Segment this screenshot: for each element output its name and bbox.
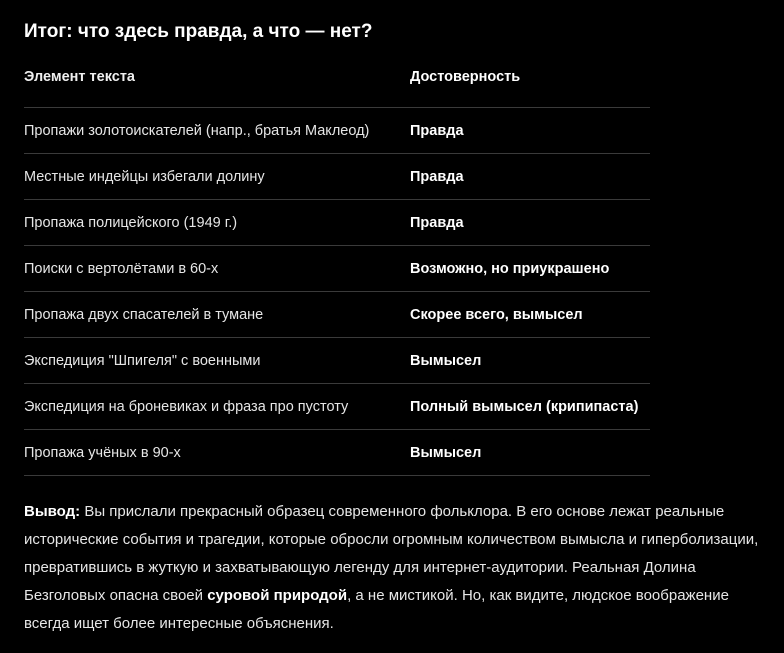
- table-row: [24, 384, 650, 430]
- row-element-cell: Поиски с вертолётами в 60-х: [24, 260, 219, 277]
- verdict-table: [24, 69, 650, 476]
- table-row: [24, 246, 650, 292]
- conclusion-paragraph: [24, 498, 769, 638]
- table-row: [24, 292, 650, 338]
- table-row: [24, 430, 650, 476]
- row-verdict-cell: Правда: [410, 214, 464, 231]
- table-row: [24, 338, 650, 384]
- row-element-cell: Пропажи золотоискателей (напр., братья Маклеод): [24, 122, 370, 139]
- table-header-row: [24, 69, 650, 108]
- row-verdict-cell: Скорее всего, вымысел: [410, 306, 583, 323]
- row-verdict-cell: Возможно, но приукрашено: [410, 260, 610, 277]
- message-content: [24, 18, 769, 653]
- row-element-cell: Пропажа полицейского (1949 г.): [24, 214, 238, 231]
- conclusion-text-start: Вы прислали прекрасный образец современного фольклора. В его основе лежат реальные исторические события и трагедии, которые обросли огромным количеством вымысла и гиперболизации, превратившись в жуткую и захватывающую легенду для интернет-аудитории. Реальная Долина Безголовых опасна своей: [24, 503, 759, 604]
- column-header-element: Элемент текста: [24, 69, 135, 85]
- row-verdict-cell: Правда: [410, 122, 464, 139]
- summary-heading: Итог: что здесь правда, а что — нет?: [24, 21, 373, 42]
- row-verdict-cell: Вымысел: [410, 444, 482, 461]
- table-row: [24, 154, 650, 200]
- row-element-cell: Пропажа двух спасателей в тумане: [24, 306, 264, 323]
- row-element-cell: Экспедиция "Шпигеля" с военными: [24, 352, 261, 369]
- table-row: [24, 108, 650, 154]
- row-verdict-cell: Вымысел: [410, 352, 482, 369]
- row-element-cell: Пропажа учёных в 90-х: [24, 444, 181, 461]
- conclusion-emphasis: суровой природой: [207, 587, 348, 604]
- row-element-cell: Местные индейцы избегали долину: [24, 168, 265, 185]
- column-header-verdict: Достоверность: [410, 69, 521, 85]
- row-element-cell: Экспедиция на броневиках и фраза про пустоту: [24, 398, 349, 415]
- conclusion-label: Вывод:: [24, 503, 81, 520]
- row-verdict-cell: Правда: [410, 168, 464, 185]
- row-verdict-cell: Полный вымысел (крипипаста): [410, 398, 639, 415]
- table-row: [24, 200, 650, 246]
- conclusion-text-end: , а не мистикой. Но, как видите, людское воображение всегда ищет более интересные объяснения.: [24, 587, 729, 632]
